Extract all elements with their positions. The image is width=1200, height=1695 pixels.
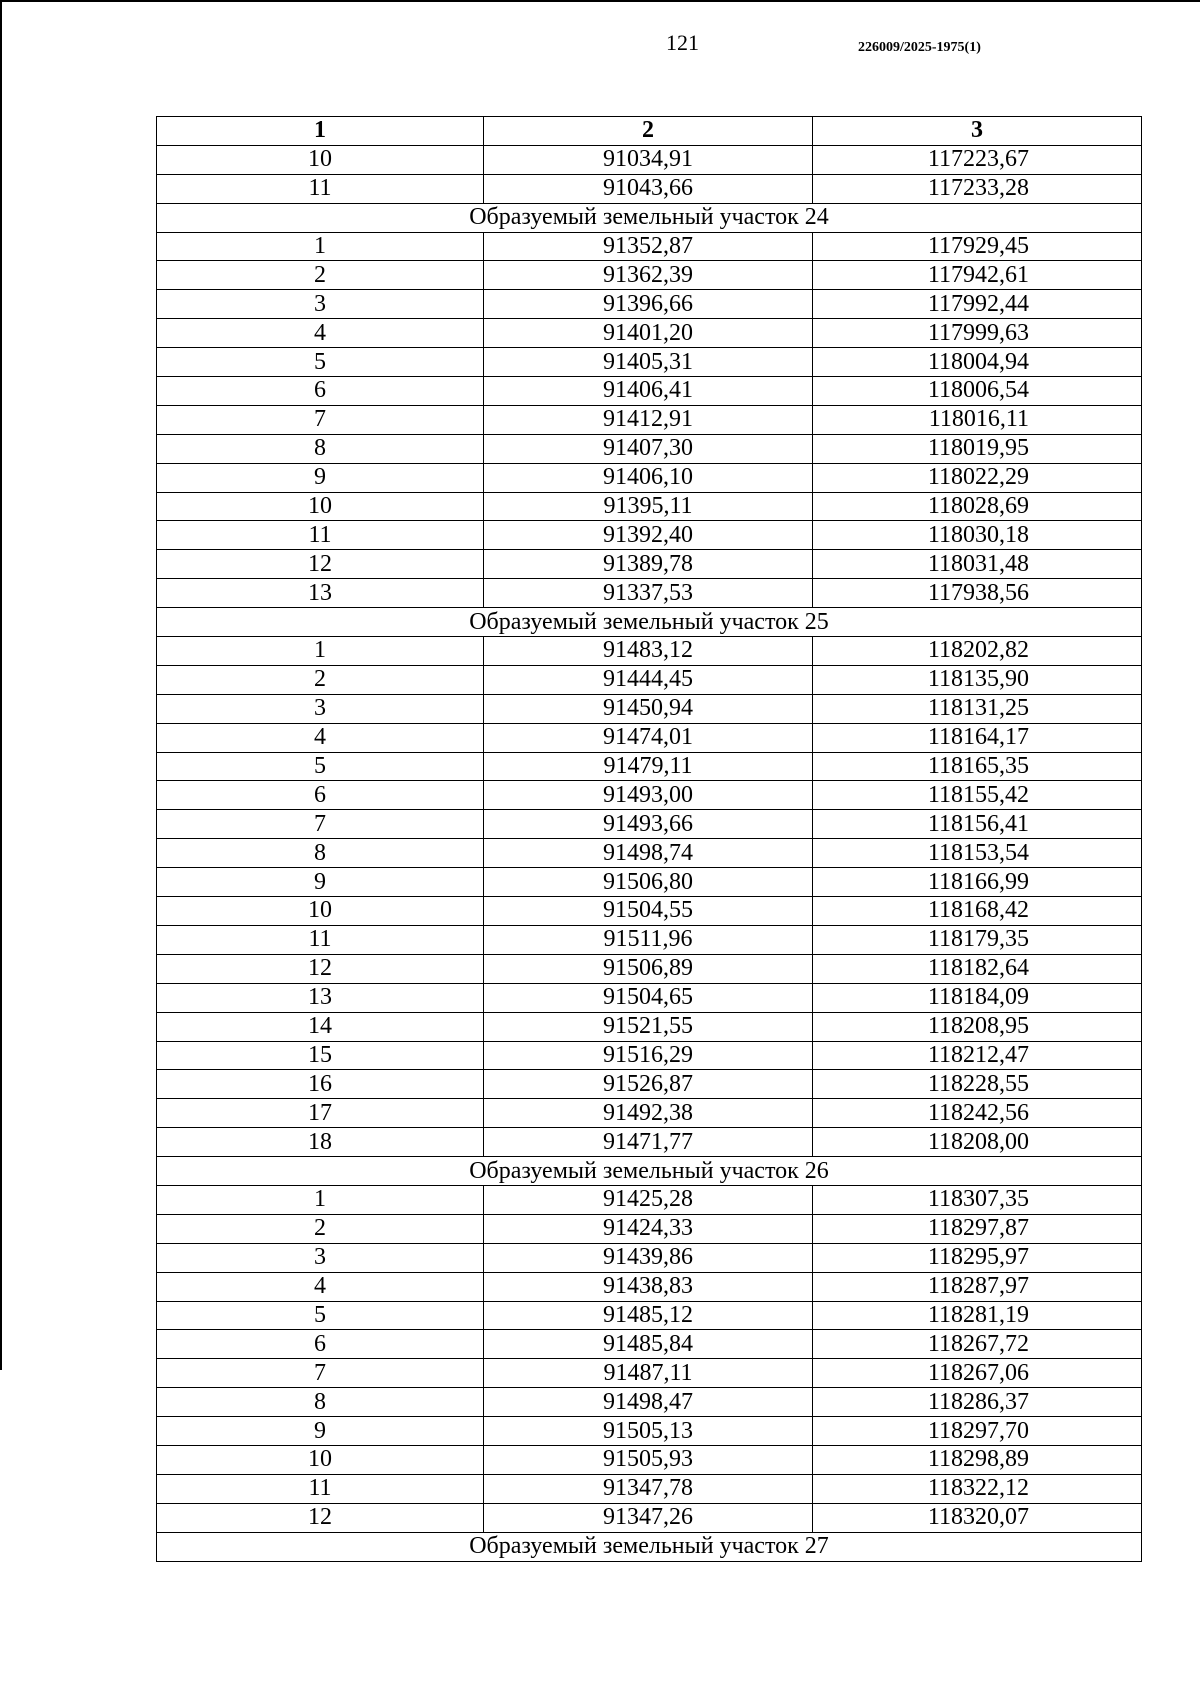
x-coordinate-cell: 91424,33: [484, 1214, 813, 1243]
point-number-cell: 4: [157, 723, 484, 752]
x-coordinate-cell: 91485,84: [484, 1330, 813, 1359]
y-coordinate-cell: 117929,45: [813, 232, 1142, 261]
point-number-cell: 8: [157, 839, 484, 868]
table-row: [157, 174, 1142, 203]
point-number-cell: 17: [157, 1099, 484, 1128]
point-number-cell: 6: [157, 781, 484, 810]
point-number-cell: 15: [157, 1041, 484, 1070]
point-number-cell: 18: [157, 1128, 484, 1157]
y-coordinate-cell: 118019,95: [813, 434, 1142, 463]
point-number-cell: 13: [157, 579, 484, 608]
y-coordinate-cell: 118166,99: [813, 868, 1142, 897]
x-coordinate-cell: 91392,40: [484, 521, 813, 550]
y-coordinate-cell: 118228,55: [813, 1070, 1142, 1099]
table-row: [157, 723, 1142, 752]
y-coordinate-cell: 118030,18: [813, 521, 1142, 550]
x-coordinate-cell: 91034,91: [484, 145, 813, 174]
x-coordinate-cell: 91505,93: [484, 1445, 813, 1474]
point-number-cell: 1: [157, 1185, 484, 1214]
point-number-cell: 9: [157, 868, 484, 897]
y-coordinate-cell: 118155,42: [813, 781, 1142, 810]
x-coordinate-cell: 91425,28: [484, 1185, 813, 1214]
point-number-cell: 11: [157, 521, 484, 550]
point-number-cell: 12: [157, 550, 484, 579]
table-row: [157, 1445, 1142, 1474]
section-header-row: [157, 1157, 1142, 1186]
table-row: [157, 1214, 1142, 1243]
x-coordinate-cell: 91479,11: [484, 752, 813, 781]
point-number-cell: 1: [157, 232, 484, 261]
x-coordinate-cell: 91407,30: [484, 434, 813, 463]
x-coordinate-cell: 91487,11: [484, 1359, 813, 1388]
point-number-cell: 7: [157, 405, 484, 434]
y-coordinate-cell: 118202,82: [813, 637, 1142, 666]
x-coordinate-cell: 91485,12: [484, 1301, 813, 1330]
point-number-cell: 11: [157, 174, 484, 203]
page-number: 121: [666, 30, 699, 55]
y-coordinate-cell: 118320,07: [813, 1503, 1142, 1532]
y-coordinate-cell: 117233,28: [813, 174, 1142, 203]
y-coordinate-cell: 118153,54: [813, 839, 1142, 868]
table-row: [157, 1417, 1142, 1446]
table-row: [157, 579, 1142, 608]
point-number-cell: 5: [157, 348, 484, 377]
table-row: [157, 405, 1142, 434]
point-number-cell: 6: [157, 377, 484, 406]
y-coordinate-cell: 118131,25: [813, 694, 1142, 723]
x-coordinate-cell: 91474,01: [484, 723, 813, 752]
page-left-border: [0, 0, 2, 1370]
x-coordinate-cell: 91395,11: [484, 492, 813, 521]
y-coordinate-cell: 118156,41: [813, 810, 1142, 839]
x-coordinate-cell: 91439,86: [484, 1243, 813, 1272]
x-coordinate-cell: 91506,89: [484, 954, 813, 983]
point-number-cell: 12: [157, 1503, 484, 1532]
point-number-cell: 4: [157, 1272, 484, 1301]
point-number-cell: 3: [157, 694, 484, 723]
table-row: [157, 1272, 1142, 1301]
y-coordinate-cell: 118297,87: [813, 1214, 1142, 1243]
point-number-cell: 2: [157, 665, 484, 694]
table-row: [157, 1128, 1142, 1157]
x-coordinate-cell: 91406,41: [484, 377, 813, 406]
y-coordinate-cell: 117999,63: [813, 319, 1142, 348]
table-row: [157, 319, 1142, 348]
table-row: [157, 1099, 1142, 1128]
x-coordinate-cell: 91516,29: [484, 1041, 813, 1070]
point-number-cell: 10: [157, 897, 484, 926]
x-coordinate-cell: 91493,66: [484, 810, 813, 839]
x-coordinate-cell: 91506,80: [484, 868, 813, 897]
table-row: [157, 665, 1142, 694]
table-row: [157, 1330, 1142, 1359]
table-row: [157, 348, 1142, 377]
x-coordinate-cell: 91347,78: [484, 1474, 813, 1503]
y-coordinate-cell: 118212,47: [813, 1041, 1142, 1070]
table-row: [157, 1012, 1142, 1041]
point-number-cell: 5: [157, 752, 484, 781]
table-row: [157, 1474, 1142, 1503]
y-coordinate-cell: 118179,35: [813, 925, 1142, 954]
table-row: [157, 810, 1142, 839]
table-row: [157, 1243, 1142, 1272]
table-row: [157, 492, 1142, 521]
x-coordinate-cell: 91444,45: [484, 665, 813, 694]
y-coordinate-cell: 118022,29: [813, 463, 1142, 492]
table-row: [157, 752, 1142, 781]
y-coordinate-cell: 118184,09: [813, 983, 1142, 1012]
section-header-row: [157, 203, 1142, 232]
point-number-cell: 5: [157, 1301, 484, 1330]
section-label: Образуемый земельный участок 24: [157, 203, 1142, 232]
y-coordinate-cell: 117223,67: [813, 145, 1142, 174]
table-row: [157, 897, 1142, 926]
x-coordinate-cell: 91511,96: [484, 925, 813, 954]
x-coordinate-cell: 91483,12: [484, 637, 813, 666]
point-number-cell: 12: [157, 954, 484, 983]
point-number-cell: 11: [157, 1474, 484, 1503]
x-coordinate-cell: 91043,66: [484, 174, 813, 203]
x-coordinate-cell: 91504,55: [484, 897, 813, 926]
x-coordinate-cell: 91498,47: [484, 1388, 813, 1417]
table-row: [157, 954, 1142, 983]
point-number-cell: 10: [157, 145, 484, 174]
y-coordinate-cell: 118028,69: [813, 492, 1142, 521]
x-coordinate-cell: 91406,10: [484, 463, 813, 492]
y-coordinate-cell: 118281,19: [813, 1301, 1142, 1330]
x-coordinate-cell: 91389,78: [484, 550, 813, 579]
section-label: Образуемый земельный участок 26: [157, 1157, 1142, 1186]
y-coordinate-cell: 118164,17: [813, 723, 1142, 752]
table-header-row: [157, 117, 1142, 146]
x-coordinate-cell: 91504,65: [484, 983, 813, 1012]
point-number-cell: 10: [157, 492, 484, 521]
y-coordinate-cell: 118322,12: [813, 1474, 1142, 1503]
y-coordinate-cell: 118298,89: [813, 1445, 1142, 1474]
x-coordinate-cell: 91526,87: [484, 1070, 813, 1099]
y-coordinate-cell: 118182,64: [813, 954, 1142, 983]
coordinates-table-body: [157, 117, 1142, 1562]
x-coordinate-cell: 91405,31: [484, 348, 813, 377]
section-label: Образуемый земельный участок 27: [157, 1532, 1142, 1561]
x-coordinate-cell: 91347,26: [484, 1503, 813, 1532]
y-coordinate-cell: 118031,48: [813, 550, 1142, 579]
point-number-cell: 4: [157, 319, 484, 348]
point-number-cell: 10: [157, 1445, 484, 1474]
point-number-cell: 7: [157, 1359, 484, 1388]
header-cell-3: 3: [813, 117, 1142, 146]
point-number-cell: 3: [157, 1243, 484, 1272]
table-row: [157, 1359, 1142, 1388]
table-row: [157, 434, 1142, 463]
header-cell-1: 1: [157, 117, 484, 146]
y-coordinate-cell: 118165,35: [813, 752, 1142, 781]
x-coordinate-cell: 91352,87: [484, 232, 813, 261]
y-coordinate-cell: 118208,95: [813, 1012, 1142, 1041]
y-coordinate-cell: 117992,44: [813, 290, 1142, 319]
point-number-cell: 16: [157, 1070, 484, 1099]
y-coordinate-cell: 118295,97: [813, 1243, 1142, 1272]
y-coordinate-cell: 118168,42: [813, 897, 1142, 926]
table-row: [157, 925, 1142, 954]
y-coordinate-cell: 118242,56: [813, 1099, 1142, 1128]
table-row: [157, 1185, 1142, 1214]
table-row: [157, 839, 1142, 868]
table-row: [157, 377, 1142, 406]
point-number-cell: 8: [157, 434, 484, 463]
x-coordinate-cell: 91438,83: [484, 1272, 813, 1301]
table-row: [157, 637, 1142, 666]
section-header-row: [157, 608, 1142, 637]
table-row: [157, 694, 1142, 723]
x-coordinate-cell: 91492,38: [484, 1099, 813, 1128]
point-number-cell: 11: [157, 925, 484, 954]
table-row: [157, 232, 1142, 261]
y-coordinate-cell: 118135,90: [813, 665, 1142, 694]
y-coordinate-cell: 118267,06: [813, 1359, 1142, 1388]
table-row: [157, 290, 1142, 319]
table-row: [157, 868, 1142, 897]
point-number-cell: 6: [157, 1330, 484, 1359]
table-row: [157, 1301, 1142, 1330]
document-code: 226009/2025-1975(1): [858, 40, 981, 55]
table-row: [157, 550, 1142, 579]
point-number-cell: 2: [157, 261, 484, 290]
section-header-row: [157, 1532, 1142, 1561]
x-coordinate-cell: 91337,53: [484, 579, 813, 608]
y-coordinate-cell: 118006,54: [813, 377, 1142, 406]
table-row: [157, 781, 1142, 810]
y-coordinate-cell: 117942,61: [813, 261, 1142, 290]
table-row: [157, 1388, 1142, 1417]
table-row: [157, 983, 1142, 1012]
x-coordinate-cell: 91450,94: [484, 694, 813, 723]
table-row: [157, 1503, 1142, 1532]
x-coordinate-cell: 91412,91: [484, 405, 813, 434]
point-number-cell: 1: [157, 637, 484, 666]
x-coordinate-cell: 91493,00: [484, 781, 813, 810]
point-number-cell: 8: [157, 1388, 484, 1417]
y-coordinate-cell: 118286,37: [813, 1388, 1142, 1417]
header-cell-2: 2: [484, 117, 813, 146]
x-coordinate-cell: 91396,66: [484, 290, 813, 319]
y-coordinate-cell: 117938,56: [813, 579, 1142, 608]
point-number-cell: 14: [157, 1012, 484, 1041]
x-coordinate-cell: 91362,39: [484, 261, 813, 290]
y-coordinate-cell: 118004,94: [813, 348, 1142, 377]
point-number-cell: 7: [157, 810, 484, 839]
point-number-cell: 9: [157, 463, 484, 492]
y-coordinate-cell: 118297,70: [813, 1417, 1142, 1446]
table-row: [157, 463, 1142, 492]
point-number-cell: 13: [157, 983, 484, 1012]
table-row: [157, 521, 1142, 550]
table-row: [157, 261, 1142, 290]
y-coordinate-cell: 118267,72: [813, 1330, 1142, 1359]
table-row: [157, 1070, 1142, 1099]
point-number-cell: 2: [157, 1214, 484, 1243]
page-top-border: [0, 0, 1200, 2]
table-row: [157, 145, 1142, 174]
x-coordinate-cell: 91521,55: [484, 1012, 813, 1041]
point-number-cell: 3: [157, 290, 484, 319]
y-coordinate-cell: 118287,97: [813, 1272, 1142, 1301]
y-coordinate-cell: 118208,00: [813, 1128, 1142, 1157]
x-coordinate-cell: 91505,13: [484, 1417, 813, 1446]
table-row: [157, 1041, 1142, 1070]
section-label: Образуемый земельный участок 25: [157, 608, 1142, 637]
y-coordinate-cell: 118016,11: [813, 405, 1142, 434]
x-coordinate-cell: 91498,74: [484, 839, 813, 868]
y-coordinate-cell: 118307,35: [813, 1185, 1142, 1214]
x-coordinate-cell: 91471,77: [484, 1128, 813, 1157]
point-number-cell: 9: [157, 1417, 484, 1446]
coordinates-table: [156, 116, 1142, 1562]
x-coordinate-cell: 91401,20: [484, 319, 813, 348]
